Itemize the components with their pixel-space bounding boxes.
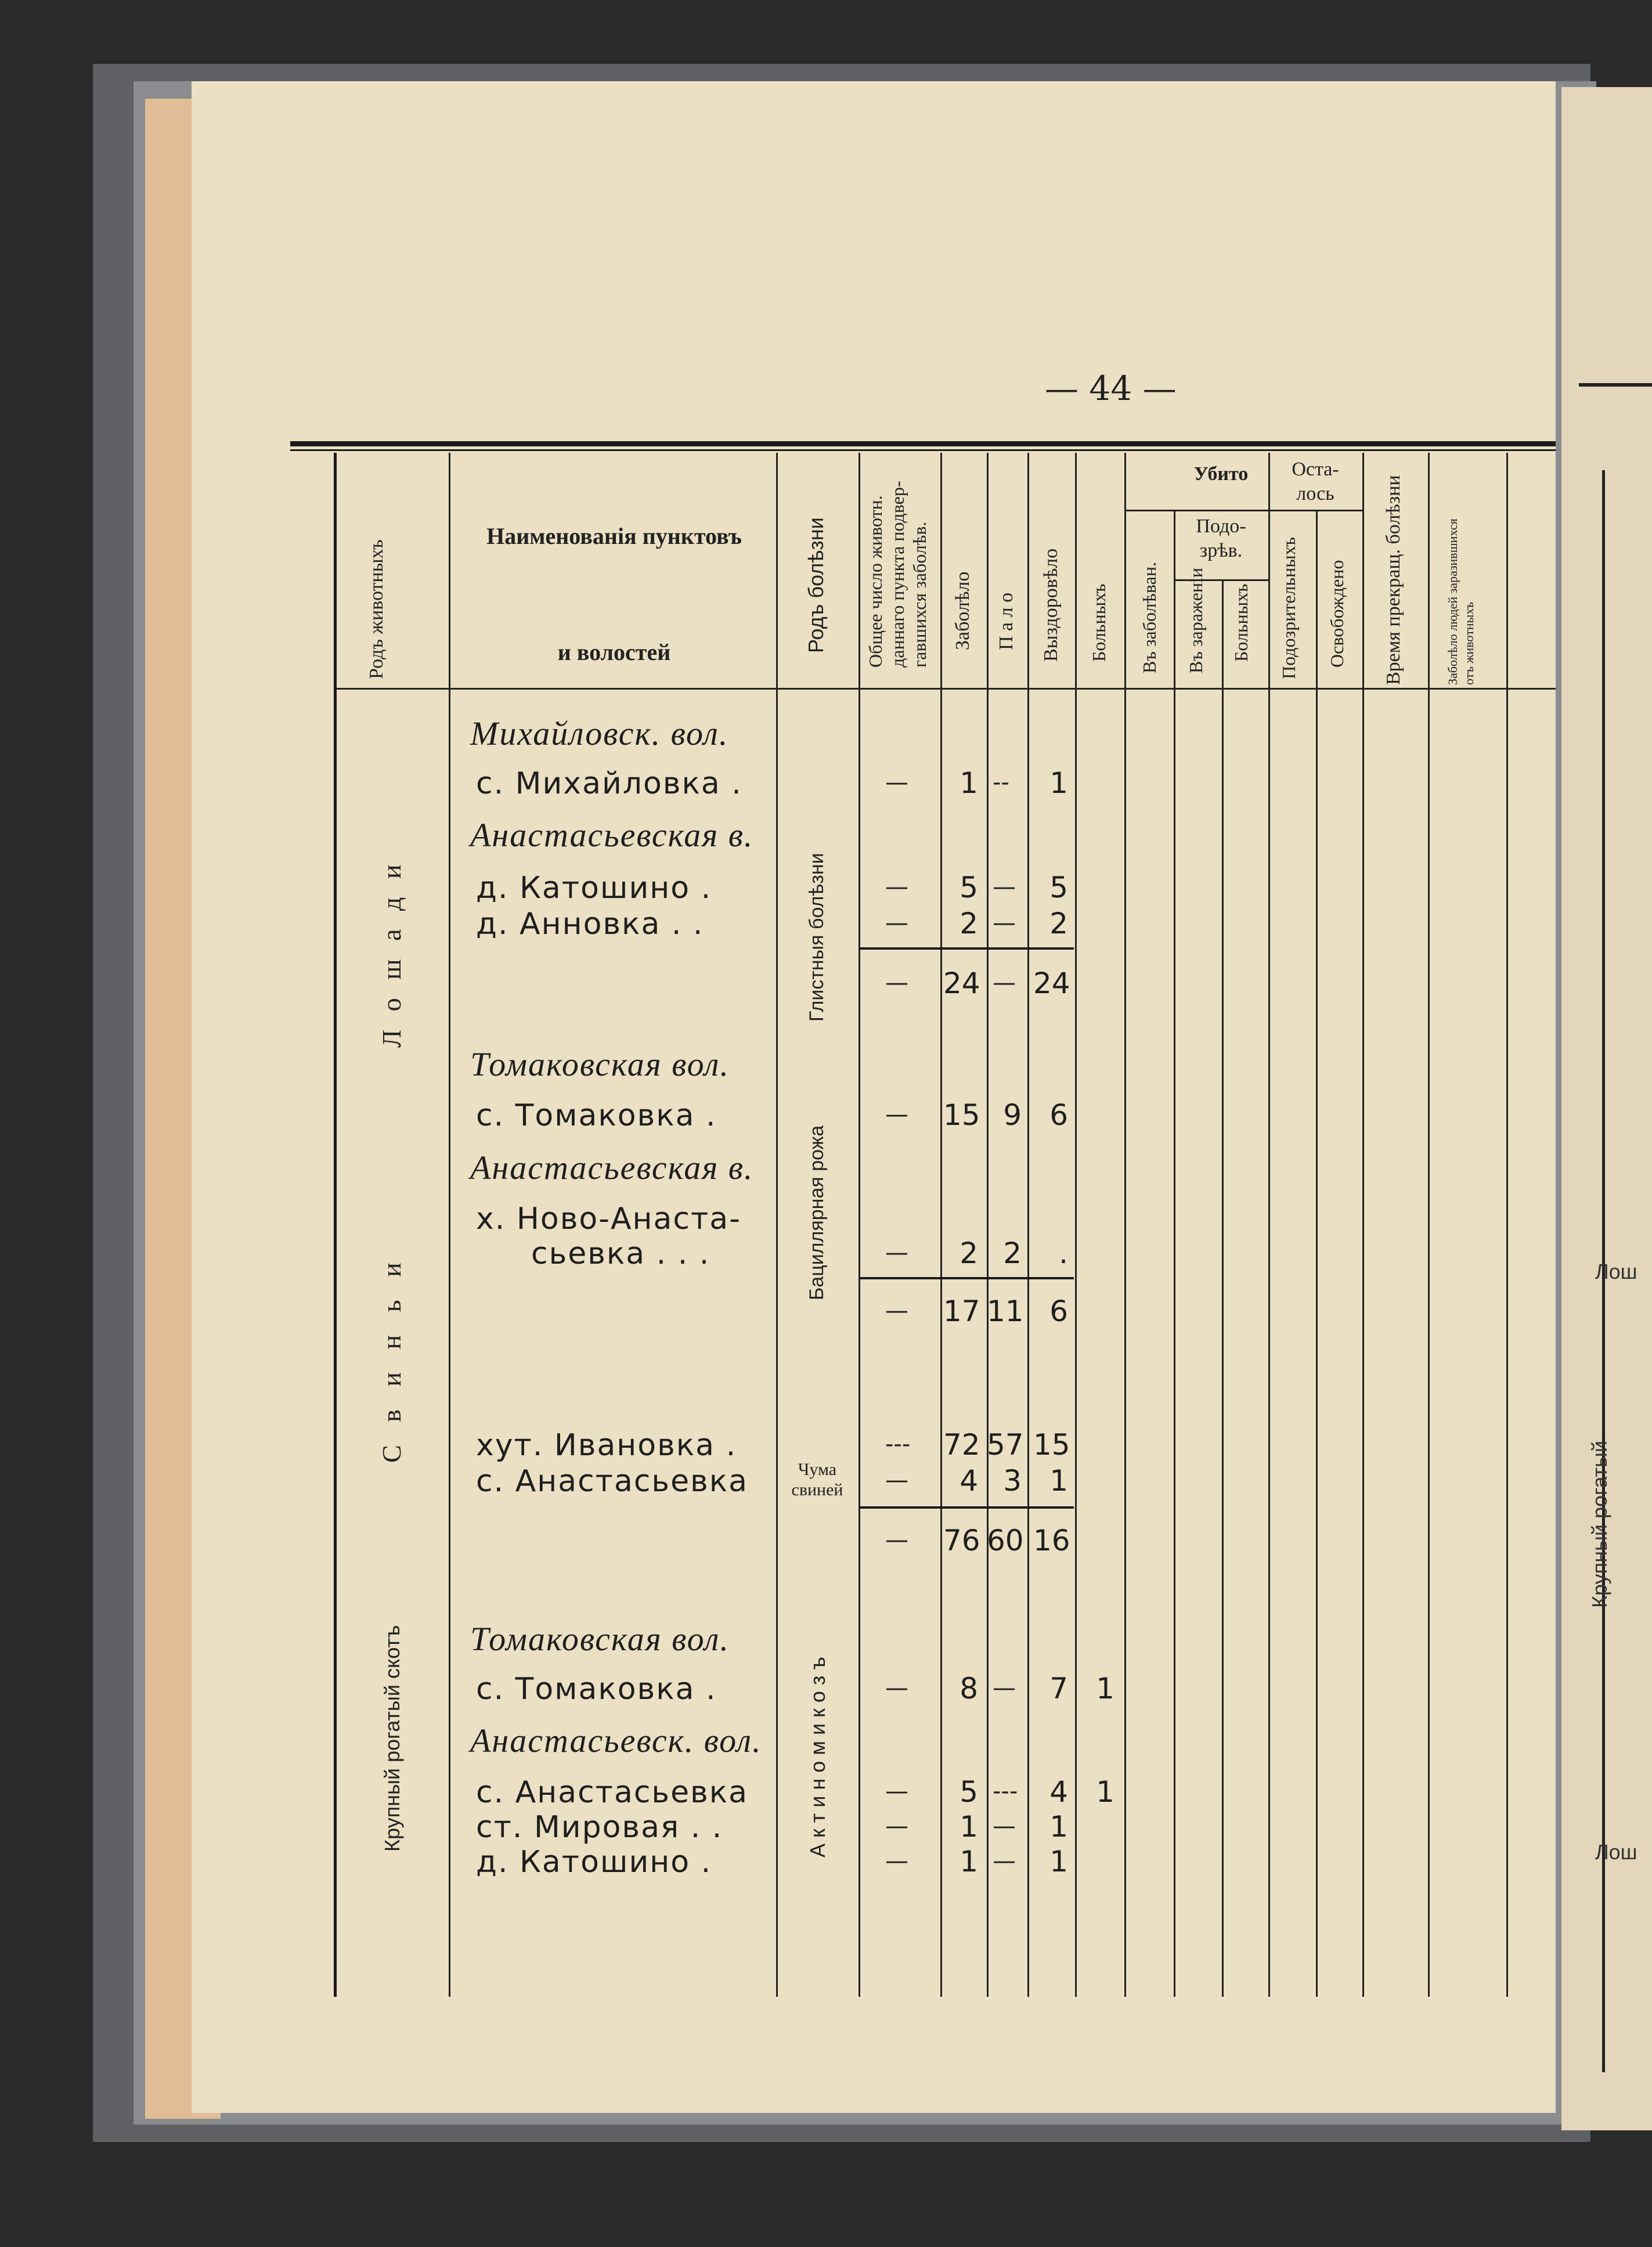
col-sep [449,453,450,1997]
right-page-text: Лош [1595,1260,1637,1283]
header-people-2: отъ животныхъ [1462,602,1476,685]
header-end-time: Время прекращ. болѣзни [1383,475,1404,685]
header-freed: Освобождено [1326,560,1347,668]
row-name: Анастасьевская в. [470,816,754,854]
row-name: Михайловск. вол. [470,715,729,752]
cell-ill: 76 [943,1524,980,1557]
cell-total: — [885,910,908,936]
header-sub-rule [1124,510,1362,511]
group-horses: Л о ш а д и [377,859,406,1048]
right-page-rule [1579,383,1652,387]
header-name-line1: Наименованія пунктовъ [486,523,742,549]
table-left-rule [334,453,337,1997]
disease-plague-2: свиней [791,1480,843,1499]
row-name: Томаковская вол. [470,1620,730,1658]
group-cattle: Крупный рогатый скотъ [380,1625,404,1852]
header-died: П а л о [995,592,1017,650]
cell-rec: 7 [1049,1672,1068,1705]
cell-died: — [993,910,1016,936]
right-page-text: Лош [1595,1840,1637,1864]
cell-total: — [885,1778,908,1805]
header-killed-sick: Больныхъ [1088,583,1109,662]
header-in-illness: Въ заболѣван. [1139,562,1160,673]
header-killed: Убито [1193,463,1249,485]
row-name: д. Анновка . . [476,907,704,942]
cell-rec: 15 [1033,1428,1070,1462]
row-name: с. Анастасьевка [476,1775,748,1810]
cell-total: — [885,769,908,796]
cell-total: — [885,874,908,900]
row-name: д. Катошино . [476,871,712,906]
col-sep [859,453,860,1997]
row-name: с. Анастасьевка [476,1464,748,1499]
disease-actinomycosis: А к т и н о м и к о з ъ [806,1657,829,1858]
cell-died: 2 [1003,1236,1022,1270]
table-top-rule-2 [290,449,1556,451]
cell-ill: 5 [960,1775,978,1809]
cell-total: — [885,1467,908,1494]
cell-rec: 1 [1049,766,1068,800]
disease-erysipelas: Бациллярная рожа [806,1125,828,1300]
header-fell-ill: Заболѣло [952,571,973,650]
right-page-text: Крупный рогатый [1588,1440,1611,1608]
cell-died: — [993,969,1016,996]
cell-rec: 16 [1033,1524,1070,1557]
cell-ill: 72 [943,1428,980,1462]
col-sep [1222,580,1224,1997]
disease-plague-1: Чума [798,1460,837,1479]
cell-died: — [993,1813,1016,1840]
cell-ill: 24 [943,966,980,1000]
cell-rec: 5 [1049,871,1068,904]
cell-total: — [885,1101,908,1128]
cell-died: 60 [987,1524,1024,1557]
cell-ill: 2 [960,907,978,940]
group-pigs: С в и н ь и [377,1254,406,1463]
header-animal-type: Родъ животныхъ [366,539,387,679]
cell-rec: 6 [1049,1294,1068,1328]
row-name: д. Катошино . [476,1845,712,1880]
cell-rec: . [1059,1236,1068,1270]
cell-died: — [993,1848,1016,1874]
col-sep [1362,453,1364,1997]
right-page-fragment [1561,87,1652,2130]
header-remained-suspected: Подозрительныхъ [1278,537,1299,679]
col-sep [1027,453,1029,1997]
row-name: х. Ново-Анаста- [476,1202,741,1236]
header-in-infection: Въ зараженіи [1185,568,1206,673]
cell-total: — [885,1239,908,1266]
cell-ill: 8 [960,1672,978,1705]
cell-total: — [885,1675,908,1701]
header-recovered: Выздоровѣло [1040,548,1062,662]
header-people-1: Заболѣло людей заразившихся [1445,518,1460,685]
cell-died: 11 [987,1294,1024,1328]
cell-ill: 1 [960,1845,978,1878]
cell-died: 57 [987,1428,1024,1462]
header-total-3: гавшихся заболѣв. [909,521,930,668]
cell-rec: 6 [1049,1098,1068,1132]
header-bottom-rule [337,688,1556,690]
disease-glanders: Глистныя болѣзни [806,853,828,1022]
col-sep [1075,453,1077,1997]
cell-died: --- [993,1778,1018,1805]
cell-total: — [885,1527,908,1553]
cell-rec: 1 [1049,1845,1068,1878]
page-number: — 44 — [1045,369,1177,408]
sum-rule [859,1277,1074,1279]
cell-died: — [993,874,1016,900]
col-sep [1316,511,1318,1997]
row-name: с. Томаковка . [476,1098,717,1133]
cell-total: — [885,1297,908,1324]
header-remained-2: лось [1296,483,1334,504]
cell-died: 9 [1003,1098,1022,1132]
cell-killed: 1 [1096,1775,1114,1809]
col-sep [1268,453,1270,1997]
sum-rule [859,947,1074,950]
col-sep [1428,453,1430,1997]
cell-total: — [885,1848,908,1874]
cell-total: --- [885,1431,911,1458]
header-disease-type: Родъ болѣзни [804,517,828,653]
cell-ill: 17 [943,1294,980,1328]
header-remained-1: Оста- [1292,459,1339,480]
left-page [192,81,1556,2113]
cell-total: — [885,969,908,996]
col-sep [1506,453,1508,1997]
row-name: Анастасьевск. вол. [470,1722,762,1759]
col-sep [1124,453,1126,1997]
row-name: сьевка . . . [531,1236,710,1271]
row-name: ст. Мировая . . [476,1810,723,1845]
cell-died: — [993,1675,1016,1701]
header-total-1: Общее число животн. [865,495,886,668]
sum-rule [859,1506,1074,1509]
col-sep [776,453,778,1997]
cell-killed: 1 [1096,1672,1114,1705]
header-remained-sick: Больныхъ [1231,583,1251,662]
cell-rec: 1 [1049,1810,1068,1844]
header-name-line2: и волостей [557,639,671,665]
cell-ill: 4 [960,1464,978,1498]
cell-rec: 24 [1033,966,1070,1000]
col-sep [987,453,989,1997]
cell-rec: 4 [1049,1775,1068,1809]
cell-died: -- [993,769,1009,796]
header-total-2: даннаго пункта подвер- [887,481,908,668]
cell-rec: 1 [1049,1464,1068,1498]
cell-total: — [885,1813,908,1840]
cell-died: 3 [1003,1464,1022,1498]
cell-ill: 2 [960,1236,978,1270]
cell-ill: 1 [960,1810,978,1844]
cell-ill: 1 [960,766,978,800]
col-sep [1174,511,1175,1997]
header-suspected-1: Подо- [1196,515,1246,537]
row-name: с. Томаковка . [476,1672,717,1707]
header-suspected-2: зрѣв. [1199,540,1243,561]
table-top-rule [290,441,1556,446]
col-sep [940,453,942,1997]
row-name: с. Михайловка . [476,766,742,801]
cell-ill: 5 [960,871,978,904]
row-name: Анастасьевская в. [470,1149,754,1186]
cell-rec: 2 [1049,907,1068,940]
cell-ill: 15 [943,1098,980,1132]
row-name: хут. Ивановка . [476,1428,737,1463]
row-name: Томаковская вол. [470,1045,730,1083]
